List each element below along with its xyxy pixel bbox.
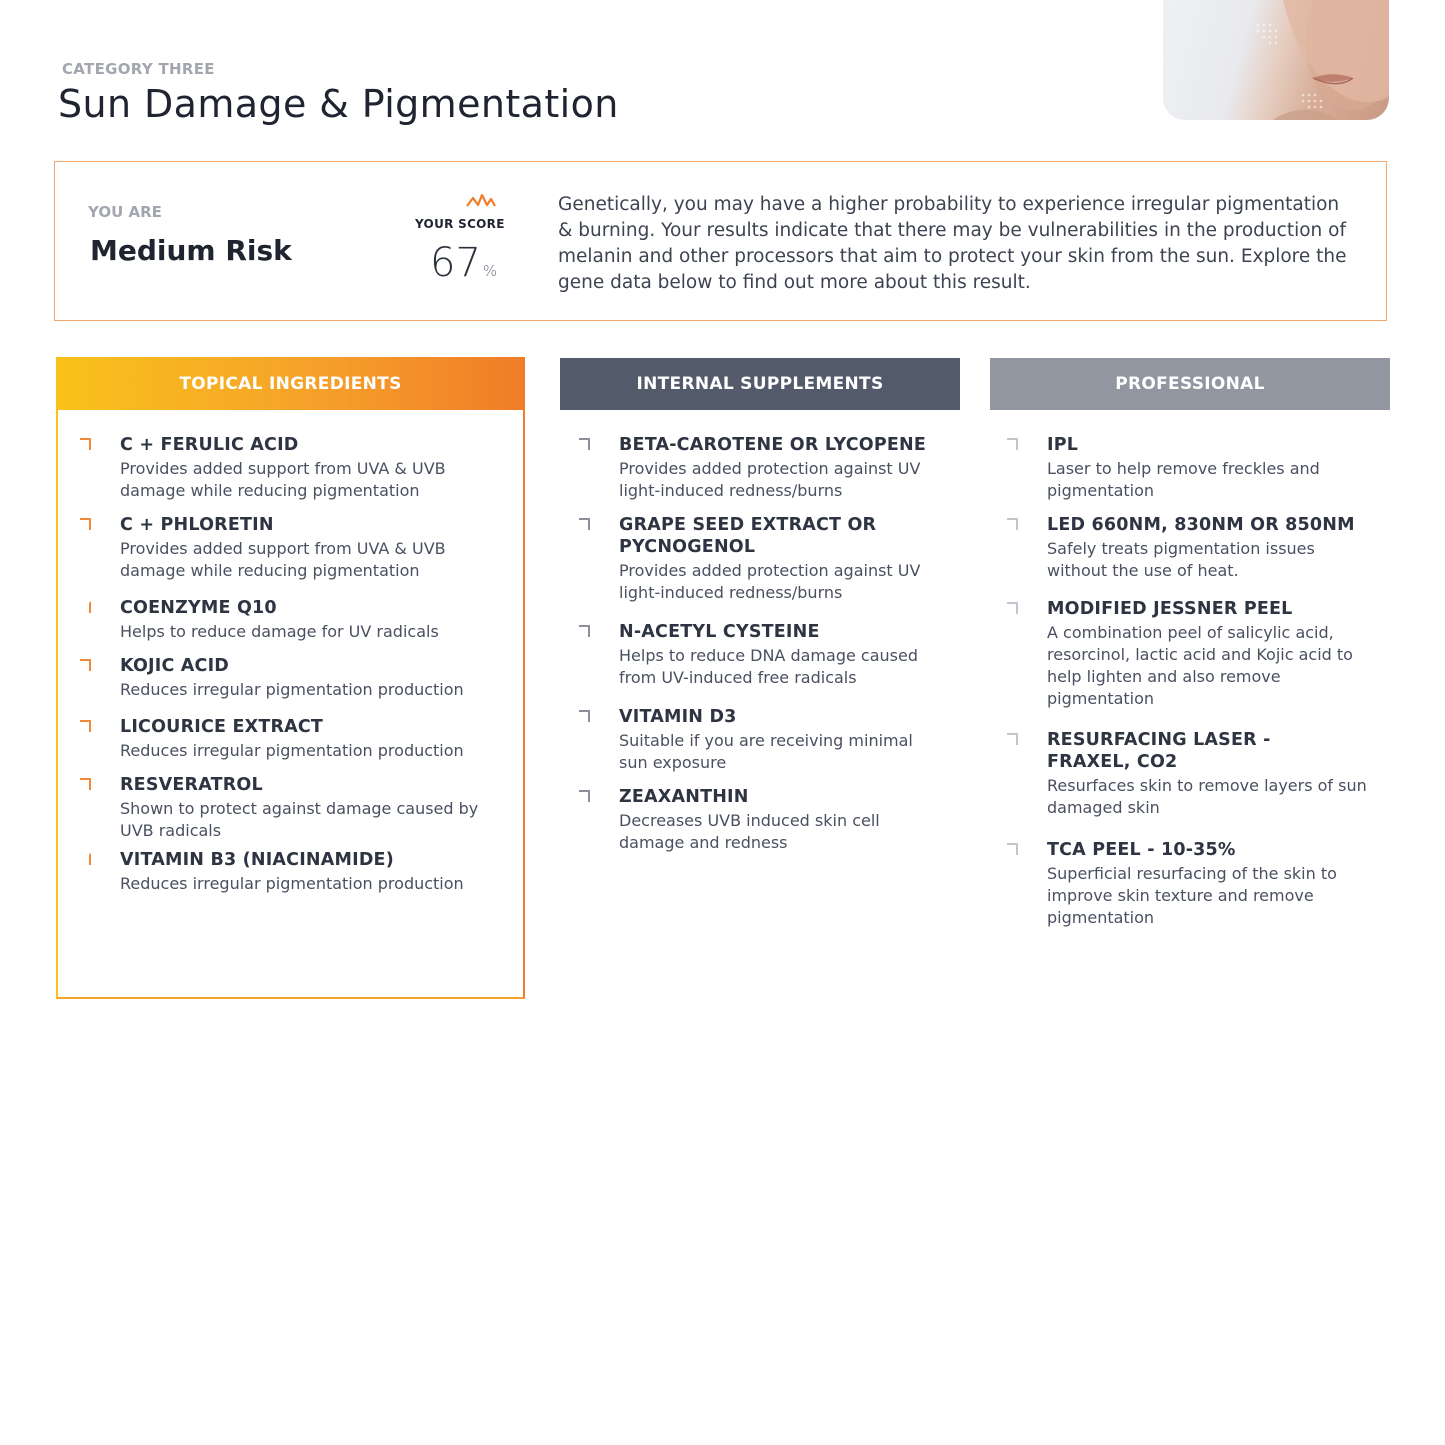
list-item (577, 434, 947, 514)
item-title: GRAPE SEED EXTRACT OR PYCNOGENOL (619, 515, 877, 557)
item-title: VITAMIN D3 (619, 707, 737, 727)
dna-wave-icon (466, 192, 496, 210)
checkbox-icon (579, 518, 590, 530)
item-description: Helps to reduce damage for UV radicals (120, 622, 439, 641)
checkbox-icon (80, 778, 91, 790)
checkbox-icon (1007, 602, 1018, 614)
item-title: RESVERATROL (120, 775, 263, 795)
item-description: Provides added protection against UV light-induced redness/burns (619, 561, 921, 602)
item-description: Laser to help remove freckles and pigmentation (1047, 459, 1320, 500)
item-title: LICOURICE EXTRACT (120, 717, 324, 737)
list-item (78, 655, 498, 716)
checkbox-icon (579, 710, 590, 722)
item-description: A combination peel of salicylic acid, resorcinol, lactic acid and Kojic acid to help lighten and also remove pigmentation (1047, 623, 1353, 708)
list-item (78, 434, 498, 514)
item-description: Provides added support from UVA & UVB damage while reducing pigmentation (120, 459, 446, 500)
item-description: Provides added protection against UV light-induced redness/burns (619, 459, 921, 500)
risk-description: Genetically, you may have a higher probability to experience irregular pigmentation & burning. Your results indicate that there may be vulnerabilities in the production of melanin and other processors that aim to protect your skin from the sun. Explore the gene data below to find out more about this result. (558, 194, 1347, 293)
item-title: MODIFIED JESSNER PEEL (1047, 599, 1293, 619)
item-title: VITAMIN B3 (NIACINAMIDE) (120, 850, 394, 870)
item-title: C + FERULIC ACID (120, 435, 299, 455)
item-title: LED 660NM, 830NM OR 850NM (1047, 515, 1355, 535)
checkbox-icon (80, 720, 91, 732)
item-title: RESURFACING LASER - FRAXEL, CO2 (1047, 730, 1271, 772)
checkbox-icon (579, 625, 590, 637)
checkbox-icon (1007, 438, 1018, 450)
item-description: Decreases UVB induced skin cell damage and redness (619, 811, 880, 852)
item-title: BETA-CAROTENE OR LYCOPENE (619, 435, 927, 455)
item-title: KOJIC ACID (120, 656, 230, 676)
list-item (78, 514, 498, 597)
item-description: Superficial resurfacing of the skin to improve skin texture and remove pigmentation (1047, 864, 1337, 927)
list-item (1005, 514, 1375, 598)
list-item (78, 774, 498, 849)
list-item (577, 514, 947, 621)
internal-supplements-header: INTERNAL SUPPLEMENTS (560, 358, 960, 410)
topical-ingredients-list (78, 434, 498, 895)
item-description: Safely treats pigmentation issues without the use of heat. (1047, 539, 1315, 580)
checkbox-icon (1007, 843, 1018, 855)
checkbox-icon (80, 438, 91, 450)
list-item (1005, 598, 1375, 729)
item-title: N-ACETYL CYSTEINE (619, 622, 820, 642)
you-are-label: YOU ARE (88, 203, 162, 221)
list-item (78, 716, 498, 774)
item-description: Helps to reduce DNA damage caused from UV-induced free radicals (619, 646, 918, 687)
item-description: Reduces irregular pigmentation production (120, 874, 464, 893)
face-portrait-image (1163, 0, 1389, 120)
checkbox-icon (80, 853, 91, 865)
category-label: CATEGORY THREE (62, 60, 215, 78)
checkbox-icon (80, 601, 91, 613)
item-title: C + PHLORETIN (120, 515, 274, 535)
risk-level: Medium Risk (90, 234, 292, 267)
list-item (577, 786, 947, 854)
score-label: YOUR SCORE (415, 217, 505, 231)
professional-treatments-list (1005, 434, 1375, 929)
checkbox-icon (80, 518, 91, 530)
item-description: Reduces irregular pigmentation production (120, 680, 464, 699)
risk-summary-box (54, 161, 1387, 321)
item-description: Reduces irregular pigmentation production (120, 741, 464, 760)
list-item (577, 706, 947, 786)
list-item (78, 597, 498, 655)
checkbox-icon (1007, 518, 1018, 530)
item-description: Suitable if you are receiving minimal sun exposure (619, 731, 913, 772)
checkbox-icon (80, 659, 91, 671)
item-title: COENZYME Q10 (120, 598, 277, 618)
checkbox-icon (1007, 733, 1018, 745)
internal-supplements-list (577, 434, 947, 854)
checkbox-icon (579, 438, 590, 450)
list-item (78, 849, 498, 895)
score-value (430, 240, 497, 286)
item-title: TCA PEEL - 10-35% (1047, 840, 1236, 860)
page-title: Sun Damage & Pigmentation (58, 82, 619, 126)
item-title: ZEAXANTHIN (619, 787, 749, 807)
score-unit: % (482, 262, 498, 280)
item-description: Resurfaces skin to remove layers of sun damaged skin (1047, 776, 1367, 817)
item-description: Provides added support from UVA & UVB damage while reducing pigmentation (120, 539, 446, 580)
checkbox-icon (579, 790, 590, 802)
list-item (1005, 729, 1375, 839)
item-description: Shown to protect against damage caused by UVB radicals (120, 799, 479, 840)
score-number: 67 (430, 240, 481, 286)
professional-header: PROFESSIONAL (990, 358, 1390, 410)
topical-ingredients-header: TOPICAL INGREDIENTS (56, 357, 525, 410)
list-item (1005, 839, 1375, 929)
item-title: IPL (1047, 435, 1079, 455)
list-item (577, 621, 947, 706)
list-item (1005, 434, 1375, 514)
